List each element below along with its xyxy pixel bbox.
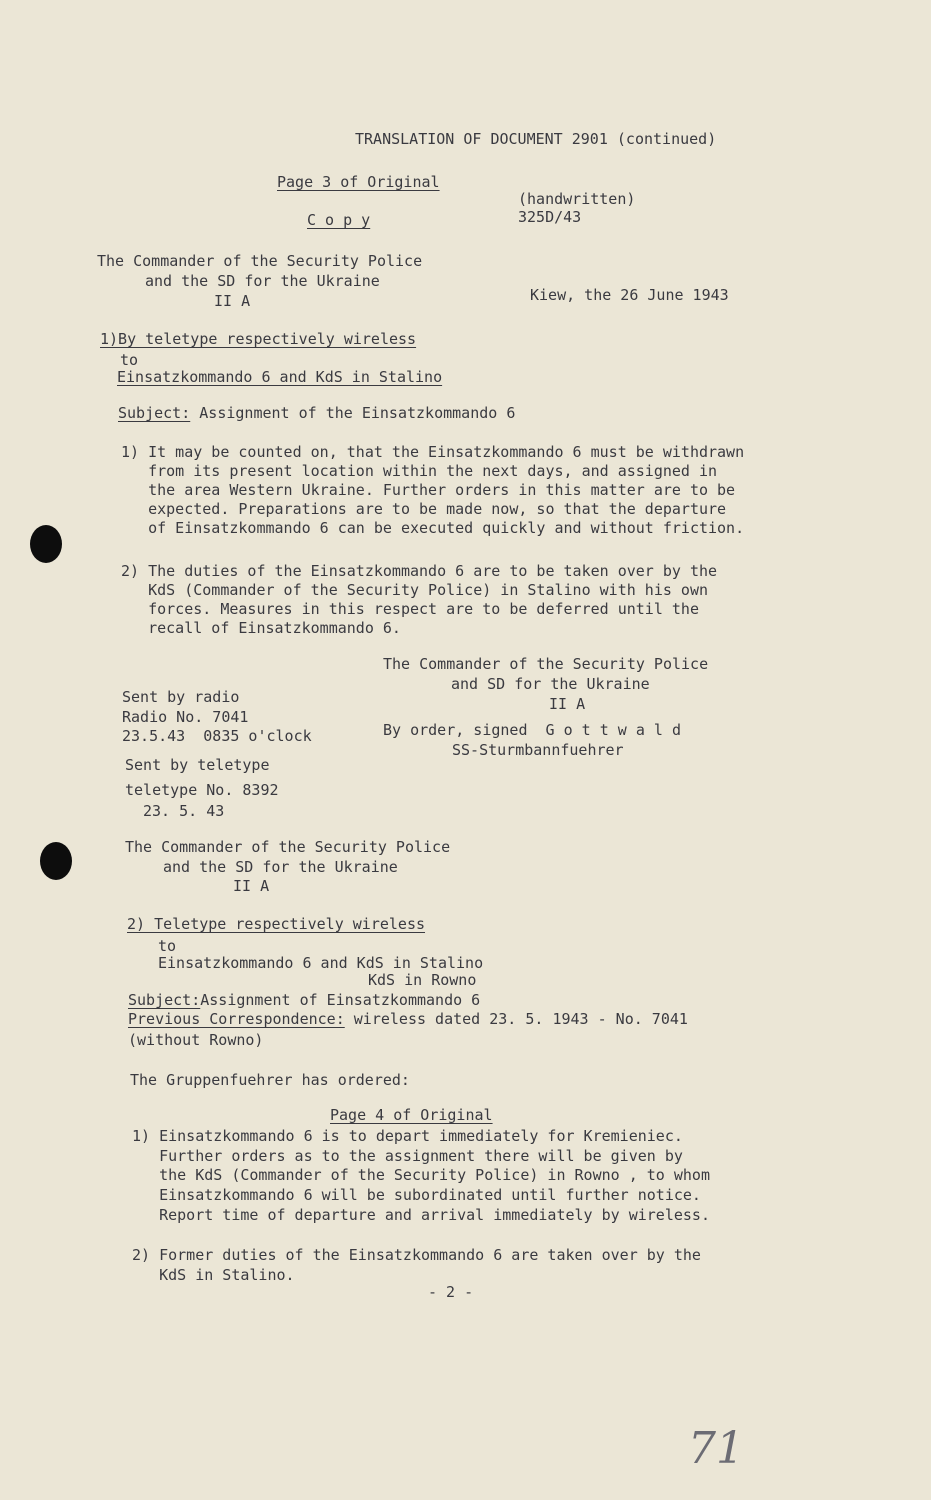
page-reference: Page 3 of Original [277,173,440,191]
signature-line: The Commander of the Security Police [383,655,709,673]
sender-line: The Commander of the Security Police [97,252,423,270]
previous-label: Previous Correspondence: [128,1010,345,1028]
signature-line: By order, signed G o t t w a l d [383,721,682,739]
sent-by-radio-line: Radio No. 7041 [122,708,249,726]
paragraph-line: the area Western Ukraine. Further orders in this matter are to be [121,481,736,499]
recipient: Einsatzkommando 6 and KdS in Stalino [117,368,443,386]
sent-by-teletype-line: 23. 5. 43 [143,802,225,820]
page-reference: Page 4 of Original [330,1106,493,1124]
sender-line: and the SD for the Ukraine [145,272,380,290]
paragraph-line: 1) It may be counted on, that the Einsatzkommando 6 must be withdrawn [121,443,745,461]
sender-line: II A [214,292,251,310]
paragraph-line: Report time of departure and arrival immediately by wireless. [132,1206,710,1224]
punch-hole-top [30,525,62,563]
place-date: Kiew, the 26 June 1943 [530,286,729,304]
paragraph-line: Einsatzkommando 6 will be subordinated until further notice. [132,1186,701,1204]
page-number: - 2 - [428,1283,474,1301]
paragraph-line: 2) Former duties of the Einsatzkommando 6 are taken over by the [132,1246,701,1264]
subject-text: Assignment of Einsatzkommando 6 [200,991,481,1009]
subject-line [118,404,515,423]
paragraph-line: recall of Einsatzkommando 6. [121,619,401,637]
paragraph-line: 2) The duties of the Einsatzkommando 6 are to be taken over by the [121,562,718,580]
subject-text: Assignment of the Einsatzkommando 6 [190,404,516,422]
sent-by-teletype-line: Sent by teletype [125,756,270,774]
punch-hole-bottom [40,842,72,880]
sent-by-teletype-line: teletype No. 8392 [125,781,279,799]
previous-correspondence [128,1010,688,1029]
order-intro: The Gruppenfuehrer has ordered: [130,1071,410,1089]
paragraph-line: 1) Einsatzkommando 6 is to depart immediately for Kremieniec. [132,1127,683,1145]
recipient: Einsatzkommando 6 and KdS in Stalino [158,954,484,972]
sender-line: The Commander of the Security Police [125,838,451,856]
paragraph-line: from its present location within the next days, and assigned in [121,462,718,480]
dispatch-line: 2) Teletype respectively wireless [127,915,426,933]
dispatch-line: 1)By teletype respectively wireless [100,330,417,348]
previous-text: wireless dated 23. 5. 1943 - No. 7041 [344,1010,688,1028]
paragraph-line: the KdS (Commander of the Security Police) in Rowno , to whom [132,1166,710,1184]
sent-by-radio-line: 23.5.43 0835 o'clock [122,727,312,745]
recipient: KdS in Rowno [368,971,477,989]
to-label: to [158,937,177,955]
paragraph-line: Further orders as to the assignment there will be given by [132,1147,683,1165]
previous-note: (without Rowno) [128,1031,264,1049]
sent-by-radio-line: Sent by radio [122,688,240,706]
paragraph-line: expected. Preparations are to be made now, so that the departure [121,500,727,518]
copy-label: C o p y [307,211,371,229]
paragraph-line: KdS (Commander of the Security Police) in Stalino with his own [121,581,708,599]
sender-line: II A [233,877,270,895]
handwritten-label: (handwritten) [518,190,636,208]
signature-line: SS-Sturmbannfuehrer [452,741,624,759]
handwritten-number: 325D/43 [518,208,582,226]
subject-line [128,991,480,1010]
paragraph-line: of Einsatzkommando 6 can be executed quickly and without friction. [121,519,745,537]
subject-label: Subject: [128,991,201,1009]
handwritten-mark: 71 [688,1423,744,1474]
paragraph-line: KdS in Stalino. [132,1266,295,1284]
signature-line: II A [549,695,586,713]
document-title: TRANSLATION OF DOCUMENT 2901 (continued) [355,130,717,148]
subject-label: Subject: [118,404,191,422]
to-label: to [120,351,139,369]
sender-line: and the SD for the Ukraine [163,858,398,876]
signature-line: and SD for the Ukraine [451,675,650,693]
paragraph-line: forces. Measures in this respect are to be deferred until the [121,600,699,618]
